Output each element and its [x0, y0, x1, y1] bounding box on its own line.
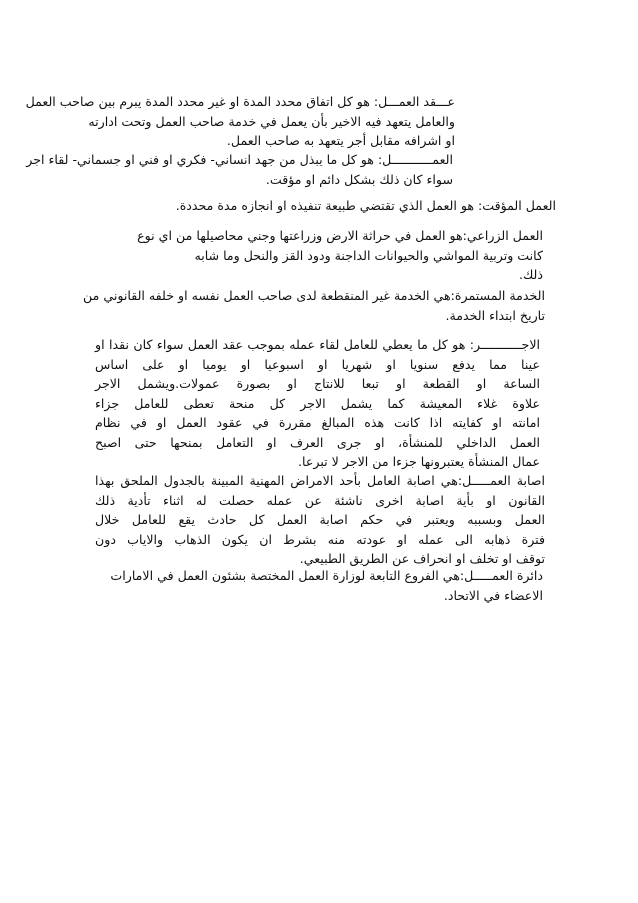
- definition-continuous-service: [83, 286, 545, 325]
- definition-line: عينا مما يدفع سنويا او شهريا او اسبوعيا او يوميا او على اساس: [95, 356, 540, 372]
- definition-line: العمل وبسببه ويعتبر في حكم اصابة العمل كل حادث يقع للعامل خلال: [95, 512, 545, 527]
- definition-line: العمل الزراعي:هو العمل في حراثة الارض وزراعتها وجني محاصيلها من اي نوع: [137, 228, 543, 243]
- definition-line: العمـــــــــــل: هو كل ما يبذل من جهد انساني- فكري او فني او جسماني- لقاء اجر: [26, 152, 453, 167]
- definition-line: ذلك.: [518, 267, 543, 282]
- definition-line: علاوة غلاء المعيشة كما يشمل الاجر كل منحة تعطى للعامل جزاء: [95, 395, 540, 411]
- definition-line: العمل المؤقت: هو العمل الذي تقتضي طبيعة تنفيذه او انجازه مدة محددة.: [175, 198, 556, 213]
- definition-line: فترة ذهابه الى عمله او عودته منه بشرط ان يكون الذهاب والاياب دون: [95, 531, 545, 547]
- definition-line: سواء كان ذلك بشكل دائم او مؤقت.: [265, 171, 453, 187]
- definition-line: امانته او كفايته اذا كانت هذه المبالغ مقررة في عقود العمل او في نظام: [95, 415, 540, 430]
- definition-line: الاعضاء في الاتحاد.: [443, 587, 543, 603]
- definition-labor-department: [93, 566, 543, 605]
- definition-line: القانون او بأية اصابة اخرى ناشئة عن عمله حصلت له اثناء تأدية ذلك: [95, 492, 545, 508]
- definition-line: الاجـــــــــــر: هو كل ما يعطي للعامل لقاء عمله بموجب عقد العمل سواء كان نقدا او: [95, 337, 540, 352]
- definition-line: اصابة العمـــــل:هي اصابة العامل بأحد الامراض المهنية المبينة بالجدول الملحق بهذا: [95, 473, 545, 488]
- definition-line: الخدمة المستمرة:هي الخدمة غير المنقطعة لدى صاحب العمل نفسه او خلفه القانوني من: [83, 288, 545, 303]
- definition-work: [26, 150, 453, 189]
- definition-line: كانت وتربية المواشي والحيوانات الداجنة ودود القز والنحل وما شابه: [194, 247, 543, 263]
- definition-wage: [95, 335, 540, 472]
- definition-line: العمل الداخلي للمنشأة، او جرى العرف او التعامل بمنحها حتى اصبح: [95, 434, 540, 450]
- definition-line: تاريخ ابتداء الخدمة.: [445, 307, 545, 323]
- definition-line: عـــقد العمـــل: هو كل اتفاق محدد المدة او غير محدد المدة يبرم بين صاحب العمل: [25, 94, 455, 109]
- definition-agricultural-work: [93, 226, 543, 285]
- definition-line: توقف او تخلف او انحراف عن الطريق الطبيعي.: [299, 551, 545, 566]
- definition-line: الساعة او القطعة او تبعا للانتاج او بصورة عمولات.ويشمل الاجر: [95, 376, 540, 391]
- definition-line: دائرة العمـــــل:هي الفروع التابعة لوزارة العمل المختصة بشئون العمل في الامارات: [110, 568, 543, 583]
- definition-temporary-work: [96, 196, 556, 216]
- definition-line: او اشرافه مقابل أجر يتعهد به صاحب العمل.: [226, 133, 455, 148]
- definition-work-injury: [95, 471, 545, 569]
- definition-line: والعامل يتعهد فيه الاخير بأن يعمل في خدمة صاحب العمل وتحت ادارته: [88, 113, 455, 129]
- definition-line: عمال المنشأة يعتبرونها جزءا من الاجر لا تبرعا.: [298, 454, 540, 469]
- definition-contract: [25, 92, 455, 151]
